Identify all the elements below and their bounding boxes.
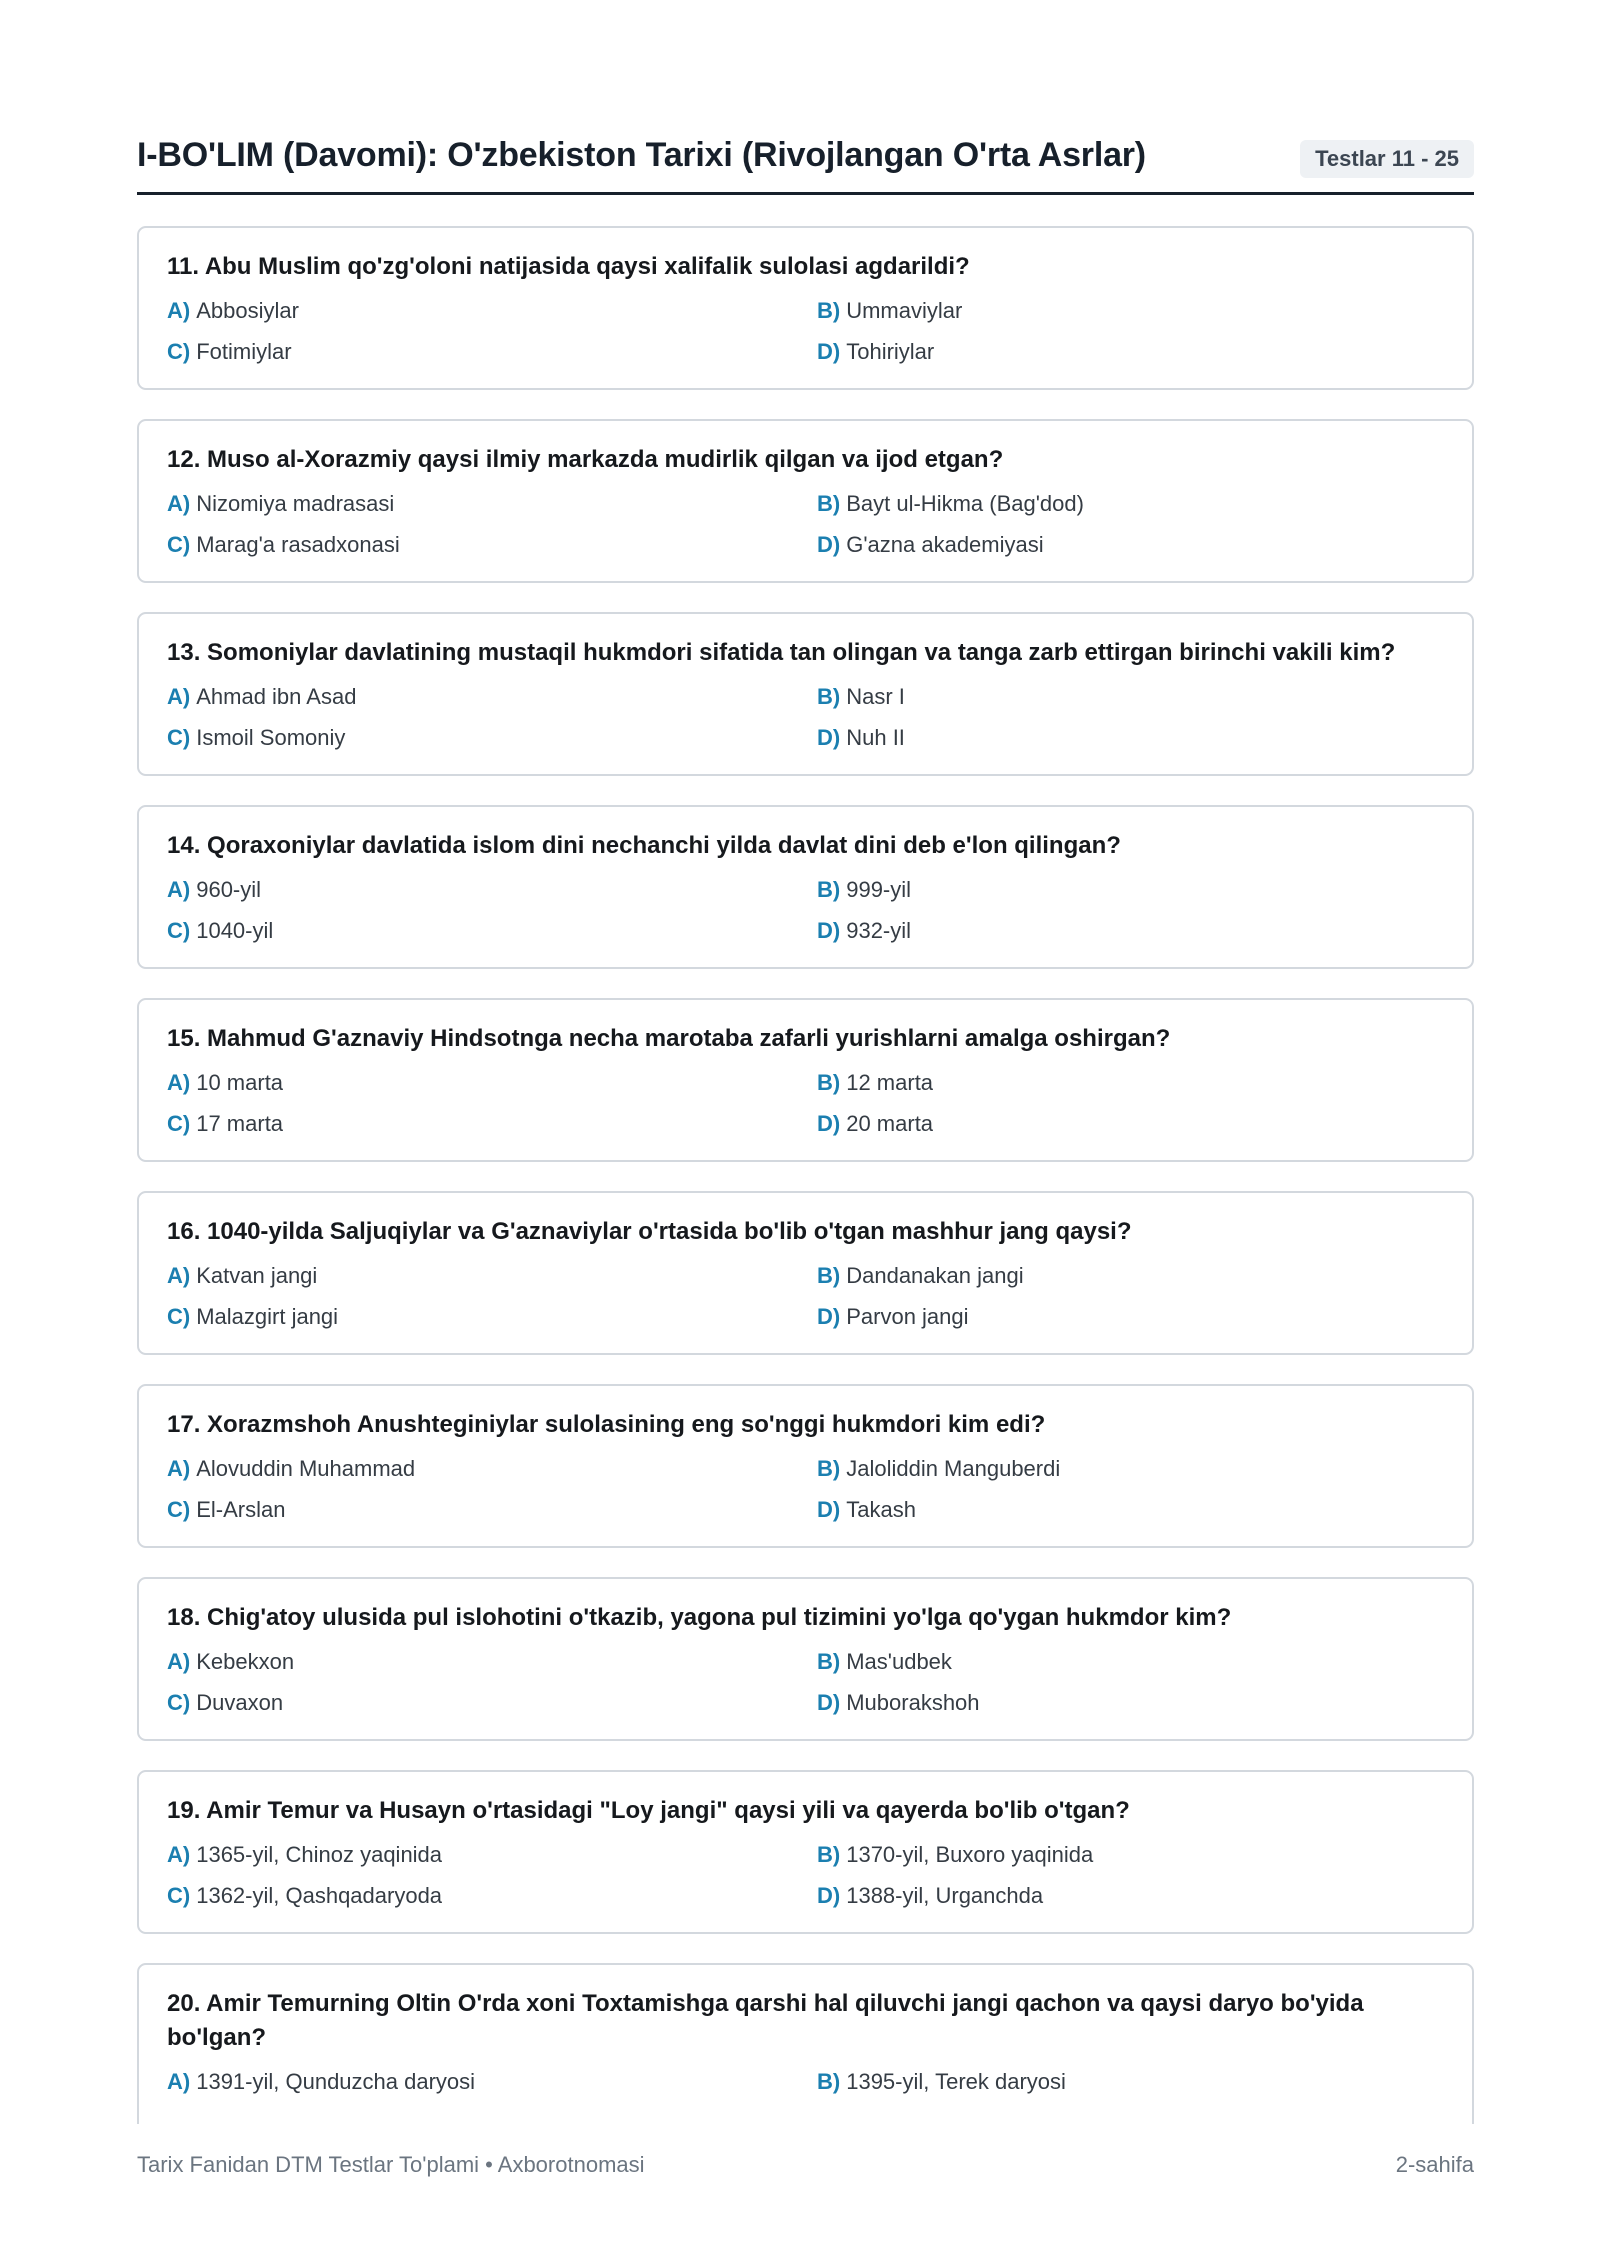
question-card [137,1191,1474,1355]
option-a[interactable] [167,1454,817,1484]
option-text: Malazgirt jangi [196,1304,339,1329]
question-text: 15. Mahmud G'aznaviy Hindsotnga necha marotaba zafarli yurishlarni amalga oshirgan? [167,1025,1171,1052]
option-letter: A) [167,2069,191,2094]
option-letter: D) [817,1883,841,1908]
options-grid [167,1261,1444,1332]
option-a[interactable] [167,489,817,519]
option-text: Tohiriylar [846,339,935,364]
option-letter: A) [167,491,191,516]
option-letter: D) [817,1304,841,1329]
option-d[interactable] [817,723,1444,753]
option-text: Muborakshoh [846,1690,980,1715]
option-text: Takash [846,1497,916,1522]
option-c[interactable] [167,723,817,753]
option-text: Dandanakan jangi [846,1263,1024,1288]
options-grid [167,1840,1444,1911]
option-letter: B) [817,1456,841,1481]
option-c[interactable] [167,1109,817,1139]
option-letter: A) [167,877,191,902]
option-text: Fotimiylar [196,339,292,364]
options-grid [167,682,1444,753]
question-text: 17. Xorazmshoh Anushteginiylar sulolasining eng so'nggi hukmdori kim edi? [167,1411,1046,1438]
option-letter: B) [817,684,841,709]
option-a[interactable] [167,2067,817,2097]
option-b[interactable] [817,1261,1444,1291]
option-d[interactable] [817,1495,1444,1525]
option-letter: D) [817,918,841,943]
option-letter: A) [167,1649,191,1674]
option-letter: B) [817,1649,841,1674]
option-d[interactable] [817,916,1444,946]
options-grid [167,2067,1444,2097]
question-text: 14. Qoraxoniylar davlatida islom dini nechanchi yilda davlat dini deb e'lon qilingan? [167,832,1121,859]
test-range-badge: Testlar 11 - 25 [1300,140,1474,178]
option-c[interactable] [167,1688,817,1718]
option-text: 20 marta [846,1111,934,1136]
option-text: Katvan jangi [196,1263,318,1288]
option-c[interactable] [167,1881,817,1911]
options-grid [167,1647,1444,1718]
option-text: Nizomiya madrasasi [196,491,395,516]
page-header [137,132,1474,195]
option-letter: B) [817,298,841,323]
option-a[interactable] [167,682,817,712]
option-text: Bayt ul-Hikma (Bag'dod) [846,491,1084,516]
option-text: Abbosiylar [196,298,299,323]
option-text: 12 marta [846,1070,934,1095]
option-letter: A) [167,1842,191,1867]
options-grid [167,296,1444,367]
option-letter: C) [167,532,191,557]
option-text: 960-yil [196,877,262,902]
option-text: Ummaviylar [846,298,963,323]
question-card [137,1577,1474,1741]
option-letter: D) [817,1690,841,1715]
question-text: 19. Amir Temur va Husayn o'rtasidagi "Loy jangi" qaysi yili va qayerda bo'lib o'tgan? [167,1797,1130,1824]
option-text: El-Arslan [196,1497,286,1522]
option-letter: C) [167,1883,191,1908]
option-d[interactable] [817,337,1444,367]
option-text: 1365-yil, Chinoz yaqinida [196,1842,443,1867]
option-text: Kebekxon [196,1649,295,1674]
option-text: Ismoil Somoniy [196,725,346,750]
option-b[interactable] [817,489,1444,519]
option-letter: B) [817,877,841,902]
option-letter: D) [817,1111,841,1136]
option-a[interactable] [167,875,817,905]
option-text: Ahmad ibn Asad [196,684,357,709]
option-letter: D) [817,725,841,750]
option-text: Mas'udbek [846,1649,952,1674]
options-grid [167,489,1444,560]
option-text: Marag'a rasadxonasi [196,532,400,557]
footer-source: Tarix Fanidan DTM Testlar To'plami • Axborotnomasi [137,2152,645,2177]
option-c[interactable] [167,530,817,560]
option-letter: A) [167,1263,191,1288]
option-letter: A) [167,1070,191,1095]
question-card [137,612,1474,776]
option-letter: C) [167,1690,191,1715]
option-text: G'azna akademiyasi [846,532,1044,557]
option-letter: D) [817,1497,841,1522]
question-text: 20. Amir Temurning Oltin O'rda xoni Toxtamishga qarshi hal qiluvchi jangi qachon va qaysi daryo bo'yida bo'lgan? [167,1990,1364,2051]
option-letter: C) [167,1304,191,1329]
option-text: Duvaxon [196,1690,284,1715]
option-text: 17 marta [196,1111,284,1136]
option-text: 999-yil [846,877,912,902]
option-letter: D) [817,532,841,557]
option-d[interactable] [817,1109,1444,1139]
page-number: 2-sahifa [1395,2152,1474,2177]
question-card [137,1963,1474,2124]
option-letter: A) [167,1456,191,1481]
option-letter: A) [167,684,191,709]
option-text: 1370-yil, Buxoro yaqinida [846,1842,1094,1867]
option-b[interactable] [817,296,1444,326]
option-b[interactable] [817,682,1444,712]
options-grid [167,1068,1444,1139]
question-card [137,1770,1474,1934]
question-text: 11. Abu Muslim qo'zg'oloni natijasida qaysi xalifalik sulolasi agdarildi? [167,253,970,280]
option-a[interactable] [167,1647,817,1677]
option-b[interactable] [817,1454,1444,1484]
page-footer [137,2152,1474,2184]
option-text: Nuh II [846,725,905,750]
option-text: Parvon jangi [846,1304,969,1329]
question-text: 16. 1040-yilda Saljuqiylar va G'aznaviylar o'rtasida bo'lib o'tgan mashhur jang qaysi? [167,1218,1132,1245]
option-b[interactable] [817,1647,1444,1677]
option-d[interactable] [817,1688,1444,1718]
option-c[interactable] [167,1495,817,1525]
question-card [137,1384,1474,1548]
section-title: I-BO'LIM (Davomi): O'zbekiston Tarixi (Rivojlangan O'rta Asrlar) [137,136,1146,174]
option-a[interactable] [167,1261,817,1291]
option-letter: D) [817,339,841,364]
question-text: 12. Muso al-Xorazmiy qaysi ilmiy markazda mudirlik qilgan va ijod etgan? [167,446,1004,473]
option-b[interactable] [817,1068,1444,1098]
option-letter: C) [167,339,191,364]
option-text: Jaloliddin Manguberdi [846,1456,1061,1481]
question-card [137,998,1474,1162]
option-letter: C) [167,918,191,943]
option-letter: B) [817,2069,841,2094]
option-letter: C) [167,725,191,750]
question-text: 18. Chig'atoy ulusida pul islohotini o'tkazib, yagona pul tizimini yo'lga qo'ygan hukmdor kim? [167,1604,1232,1631]
option-letter: C) [167,1497,191,1522]
options-grid [167,875,1444,946]
option-letter: A) [167,298,191,323]
option-d[interactable] [817,530,1444,560]
option-letter: B) [817,1263,841,1288]
option-letter: B) [817,1842,841,1867]
option-a[interactable] [167,1840,817,1870]
option-text: 10 marta [196,1070,284,1095]
question-card [137,419,1474,583]
option-c[interactable] [167,1302,817,1332]
option-d[interactable] [817,1302,1444,1332]
question-list [137,226,1474,2124]
option-text: 1362-yil, Qashqadaryoda [196,1883,443,1908]
option-d[interactable] [817,1881,1444,1911]
question-card [137,805,1474,969]
option-letter: C) [167,1111,191,1136]
option-a[interactable] [167,1068,817,1098]
options-grid [167,1454,1444,1525]
option-text: Nasr I [846,684,905,709]
option-letter: B) [817,1070,841,1095]
option-c[interactable] [167,916,817,946]
option-b[interactable] [817,875,1444,905]
option-text: 1388-yil, Urganchda [846,1883,1044,1908]
question-text: 13. Somoniylar davlatining mustaqil hukmdori sifatida tan olingan va tanga zarb ettirgan birinchi vakili kim? [167,639,1396,666]
option-text: 1395-yil, Terek daryosi [846,2069,1066,2094]
option-text: Alovuddin Muhammad [196,1456,416,1481]
option-text: 1391-yil, Qunduzcha daryosi [196,2069,476,2094]
option-text: 932-yil [846,918,912,943]
option-b[interactable] [817,2067,1444,2097]
option-letter: B) [817,491,841,516]
option-b[interactable] [817,1840,1444,1870]
question-card [137,226,1474,390]
option-text: 1040-yil [196,918,274,943]
option-c[interactable] [167,337,817,367]
option-a[interactable] [167,296,817,326]
